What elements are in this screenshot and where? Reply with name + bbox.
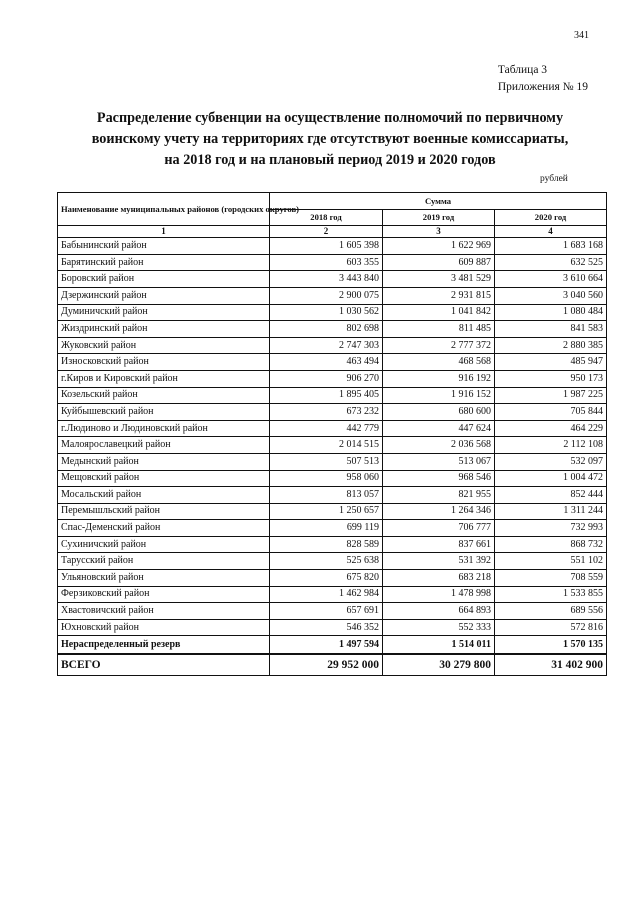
district-name: Медынский район (58, 453, 270, 470)
table-row (58, 553, 607, 570)
amount-2020: 632 525 (495, 254, 607, 271)
amount-2020: 708 559 (495, 570, 607, 587)
amount-2019: 1 622 969 (383, 238, 495, 255)
amount-2018: 813 057 (270, 487, 383, 504)
amount-2018: 1 895 405 (270, 387, 383, 404)
district-name: Хвастовичский район (58, 603, 270, 620)
district-name: Тарусский район (58, 553, 270, 570)
amount-2018: 603 355 (270, 254, 383, 271)
amount-2018: 546 352 (270, 619, 383, 636)
amount-2020: 705 844 (495, 404, 607, 421)
amount-2019: 1 916 152 (383, 387, 495, 404)
amount-2018: 1 250 657 (270, 503, 383, 520)
amount-2018: 958 060 (270, 470, 383, 487)
table-row (58, 420, 607, 437)
table-row (58, 603, 607, 620)
table-row (58, 437, 607, 454)
amount-2018: 442 779 (270, 420, 383, 437)
table-row (58, 503, 607, 520)
column-number: 2 (270, 226, 383, 238)
amount-2018: 1 605 398 (270, 238, 383, 255)
amount-2018: 463 494 (270, 354, 383, 371)
table-row (58, 370, 607, 387)
table-row (58, 453, 607, 470)
amount-2020: 572 816 (495, 619, 607, 636)
table-row (58, 271, 607, 288)
district-name: Малоярославецкий район (58, 437, 270, 454)
district-name: Думиничский район (58, 304, 270, 321)
amount-2019: 1 478 998 (383, 586, 495, 603)
district-name: Износковский район (58, 354, 270, 371)
amount-2019: 680 600 (383, 404, 495, 421)
year-2019-header: 2019 год (383, 209, 495, 226)
table-row (58, 354, 607, 371)
amount-2019: 821 955 (383, 487, 495, 504)
reserve-2020: 1 570 135 (495, 636, 607, 655)
district-name: Юхновский район (58, 619, 270, 636)
page-number: 341 (574, 30, 589, 41)
district-name: Козельский район (58, 387, 270, 404)
column-number: 4 (495, 226, 607, 238)
amount-2019: 837 661 (383, 536, 495, 553)
amount-2019: 513 067 (383, 453, 495, 470)
total-row (58, 654, 607, 676)
district-name: Жиздринский район (58, 321, 270, 338)
name-column-header: Наименование муниципальных районов (городских округов) (58, 193, 270, 226)
district-name: Спас-Деменский район (58, 520, 270, 537)
district-name: Сухиничский район (58, 536, 270, 553)
total-2019: 30 279 800 (383, 654, 495, 676)
table-row (58, 287, 607, 304)
amount-2019: 968 546 (383, 470, 495, 487)
amount-2020: 1 683 168 (495, 238, 607, 255)
amount-2019: 706 777 (383, 520, 495, 537)
amount-2018: 2 747 303 (270, 337, 383, 354)
amount-2018: 828 589 (270, 536, 383, 553)
amount-2019: 447 624 (383, 420, 495, 437)
amount-2018: 2 014 515 (270, 437, 383, 454)
amount-2018: 2 900 075 (270, 287, 383, 304)
table-body (58, 238, 607, 676)
total-2020: 31 402 900 (495, 654, 607, 676)
reserve-name: Нераспределенный резерв (58, 636, 270, 655)
amount-2019: 3 481 529 (383, 271, 495, 288)
district-name: Жуковский район (58, 337, 270, 354)
amount-2020: 950 173 (495, 370, 607, 387)
amount-2020: 868 732 (495, 536, 607, 553)
units-label: рублей (540, 174, 568, 184)
amount-2019: 1 264 346 (383, 503, 495, 520)
table-row (58, 570, 607, 587)
amount-2019: 552 333 (383, 619, 495, 636)
table-row (58, 238, 607, 255)
district-name: Ферзиковский район (58, 586, 270, 603)
table-row (58, 304, 607, 321)
amount-2019: 2 777 372 (383, 337, 495, 354)
amount-2020: 2 112 108 (495, 437, 607, 454)
district-name: Бабынинский район (58, 238, 270, 255)
district-name: Барятинский район (58, 254, 270, 271)
title-line-1: Распределение субвенции на осуществление полномочий по первичному (96, 110, 564, 126)
district-name: г.Людиново и Людиновский район (58, 420, 270, 437)
amount-2020: 2 880 385 (495, 337, 607, 354)
amount-2019: 683 218 (383, 570, 495, 587)
amount-2019: 916 192 (383, 370, 495, 387)
amount-2018: 1 030 562 (270, 304, 383, 321)
total-name: ВСЕГО (58, 654, 270, 676)
amount-2018: 3 443 840 (270, 271, 383, 288)
amount-2020: 841 583 (495, 321, 607, 338)
table-label: Таблица 3 (497, 64, 548, 76)
amount-2020: 1 987 225 (495, 387, 607, 404)
amount-2018: 675 820 (270, 570, 383, 587)
column-number: 1 (58, 226, 270, 238)
table-row (58, 536, 607, 553)
year-2020-header: 2020 год (495, 209, 607, 226)
amount-2020: 3 040 560 (495, 287, 607, 304)
amount-2019: 2 036 568 (383, 437, 495, 454)
amount-2018: 802 698 (270, 321, 383, 338)
table-row (58, 470, 607, 487)
amount-2019: 468 568 (383, 354, 495, 371)
column-number: 3 (383, 226, 495, 238)
sum-column-header: Сумма (270, 193, 607, 210)
table-row (58, 520, 607, 537)
table-row (58, 321, 607, 338)
subvention-table (57, 192, 607, 676)
district-name: Боровский район (58, 271, 270, 288)
amount-2020: 1 004 472 (495, 470, 607, 487)
table-row (58, 586, 607, 603)
amount-2018: 525 638 (270, 553, 383, 570)
amount-2019: 664 893 (383, 603, 495, 620)
amount-2020: 3 610 664 (495, 271, 607, 288)
reserve-2019: 1 514 011 (383, 636, 495, 655)
amount-2018: 657 691 (270, 603, 383, 620)
table-row (58, 619, 607, 636)
reserve-2018: 1 497 594 (270, 636, 383, 655)
total-2018: 29 952 000 (270, 654, 383, 676)
amount-2019: 2 931 815 (383, 287, 495, 304)
document-title (40, 108, 620, 171)
amount-2020: 551 102 (495, 553, 607, 570)
amount-2019: 609 887 (383, 254, 495, 271)
district-name: Куйбышевский район (58, 404, 270, 421)
district-name: Перемышльский район (58, 503, 270, 520)
amount-2019: 811 485 (383, 321, 495, 338)
amount-2018: 673 232 (270, 404, 383, 421)
table-row (58, 254, 607, 271)
amount-2020: 485 947 (495, 354, 607, 371)
district-name: Дзержинский район (58, 287, 270, 304)
district-name: Ульяновский район (58, 570, 270, 587)
amount-2019: 531 392 (383, 553, 495, 570)
district-name: Мосальский район (58, 487, 270, 504)
amount-2020: 732 993 (495, 520, 607, 537)
appendix-label: Приложения № 19 (497, 81, 588, 93)
amount-2018: 906 270 (270, 370, 383, 387)
amount-2018: 1 462 984 (270, 586, 383, 603)
attachment-label (498, 62, 588, 96)
amount-2020: 1 080 484 (495, 304, 607, 321)
table-row (58, 337, 607, 354)
amount-2020: 1 311 244 (495, 503, 607, 520)
year-2018-header: 2018 год (270, 209, 383, 226)
reserve-row (58, 636, 607, 655)
amount-2020: 464 229 (495, 420, 607, 437)
amount-2020: 852 444 (495, 487, 607, 504)
amount-2020: 1 533 855 (495, 586, 607, 603)
title-line-3: на 2018 год и на плановый период 2019 и 2020 годов (164, 152, 496, 168)
district-name: г.Киров и Кировский район (58, 370, 270, 387)
amount-2020: 532 097 (495, 453, 607, 470)
table-row (58, 404, 607, 421)
table-row (58, 487, 607, 504)
amount-2018: 507 513 (270, 453, 383, 470)
amount-2018: 699 119 (270, 520, 383, 537)
title-line-2: воинскому учету на территориях где отсутствуют военные комиссариаты, (91, 131, 569, 147)
amount-2020: 689 556 (495, 603, 607, 620)
amount-2019: 1 041 842 (383, 304, 495, 321)
table-row (58, 387, 607, 404)
district-name: Мещовский район (58, 470, 270, 487)
